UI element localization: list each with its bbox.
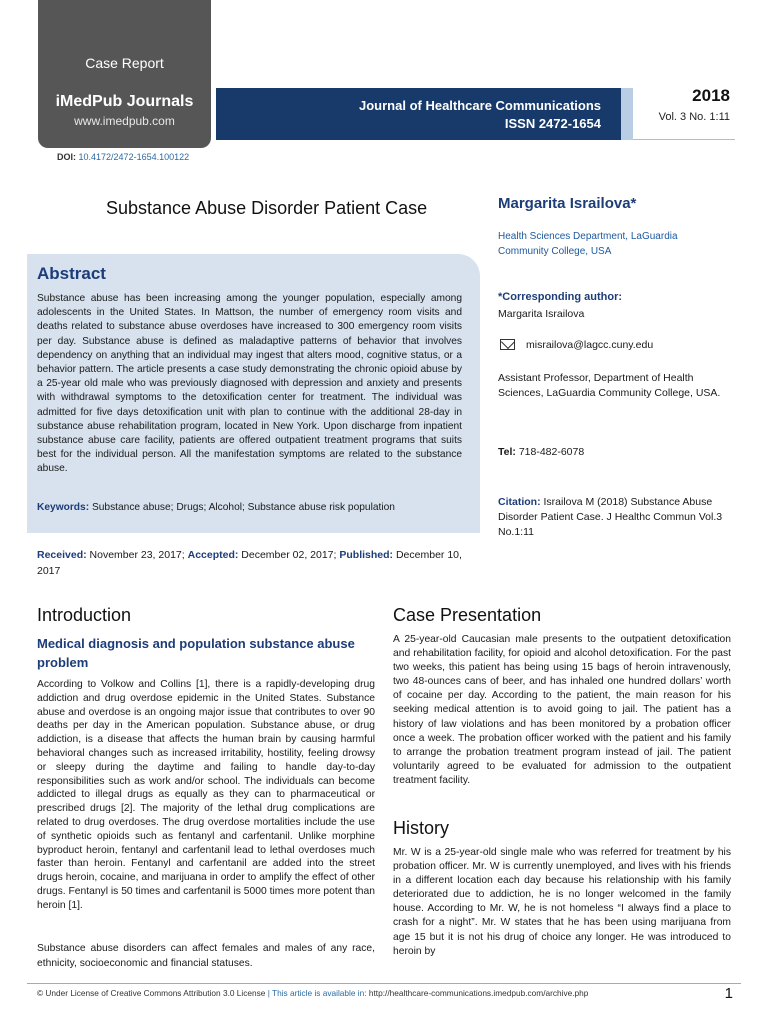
article-dates — [37, 547, 482, 579]
citation — [498, 495, 738, 540]
banner-accent — [621, 88, 633, 140]
doi-label: DOI: — [57, 152, 76, 162]
report-type: Case Report — [85, 55, 164, 71]
received-label: Received: — [37, 549, 87, 561]
license-text: © Under License of Creative Commons Attribution 3.0 License — [37, 988, 266, 998]
doi-line — [57, 152, 189, 162]
abstract-heading: Abstract — [37, 264, 106, 283]
abstract-box — [27, 254, 480, 533]
introduction-subheading: Medical diagnosis and population substance abuse problem — [37, 636, 355, 670]
accepted-date: December 02, 2017; — [241, 549, 337, 561]
history-heading: History — [393, 818, 450, 838]
published-date: December 10, 2017 — [37, 549, 462, 577]
journal-name: Journal of Healthcare Communications — [359, 98, 601, 113]
author-email[interactable]: misrailova@lagcc.cuny.edu — [526, 339, 654, 351]
introduction-paragraph-2: Substance abuse disorders can affect females and males of any race, ethnicity, socioeconomic and financial statuses. — [37, 943, 375, 969]
publication-year: 2018 — [692, 86, 730, 105]
keywords-list: Substance abuse; Drugs; Alcohol; Substance abuse risk population — [91, 502, 395, 513]
page-number: 1 — [724, 985, 733, 1002]
abstract-text: Substance abuse has been increasing among the younger population, especially among adolescents in the United States. In Mattson, the number of emergency room visits and deaths related to substance abuse overdoses have increased to 300 emergency room visits per day. Substance abuse is defined as maladaptive patterns of behavior that involves dependency on anything that an individual may ingest that alters mood, cognitive status, or a behavior pattern. The article presents a case study demonstrating the chronic opioid abuse by a 25-year old male who was previously diagnosed with depression and anxiety and presents with withdrawal symptoms to the detoxification center for treatment. The individual was admitted for five days detoxification unit with plan to continue with the additional 28-day in substance abuse rehabilitation program, located in New York. Upon discharge from inpatient substance abuse care facility, patients are offered outpatient treatment programs that suits best for the individual person. All the manifestation symptoms are related to the substance abuse. — [37, 293, 462, 475]
published-label: Published: — [339, 549, 394, 561]
doi-link[interactable]: 10.4172/2472-1654.100122 — [78, 152, 190, 162]
introduction-heading: Introduction — [37, 605, 132, 625]
publisher-tab — [38, 0, 211, 148]
keywords-label: Keywords: — [37, 502, 90, 513]
citation-text: Israilova M (2018) Substance Abuse Disorder Patient Case. J Healthc Commun Vol.3 No.1:11 — [498, 496, 723, 538]
journal-issn: ISSN 2472-1654 — [504, 116, 601, 131]
introduction-paragraph-1: According to Volkow and Collins [1], there is a rapidly-developing drug addiction and drug overdose epidemic in the United States. Substance abuse and overdose is an ongoing major issue that contributes to over 90 deaths per day in the American population. Substance abuse, or drug addiction, is a disease that affects the human brain by causing harmful behavioral changes such as increased irritability, hostility, feeling drowsy or sleepy during the daytime and failing to handle day-to-day responsibilities such as work and/or school. The individuals can become addicted to illegal drugs as equally as they can to pharmaceutical or prescribed drugs [2]. The majority of the lethal drug complications are related to drug overdoses. The drug overdose mortalities include the use of synthetic opioids such as fentanyl and carfentanil. Unlike morphine byproduct heroin, fentanyl and carfentanil lead to lethal overdoses much faster than heroin. Fentanyl and carfentanil are added into the street drugs heroin, cocaine, and marijuana in order to amplify the effect of other drugs. Fentanyl is 50 times and carfentanil is 5000 times more potent than heroin [1]. — [37, 679, 375, 911]
article-title: Substance Abuse Disorder Patient Case — [106, 198, 428, 218]
corresponding-label: *Corresponding author: — [498, 291, 623, 303]
accepted-label: Accepted: — [187, 549, 239, 561]
journal-banner — [216, 88, 621, 140]
corresponding-name: Margarita Israilova — [498, 308, 585, 320]
case-presentation-paragraph: A 25-year-old Caucasian male presents to the outpatient detoxification and rehabilitation facility, for opioid and alcohol detoxification. For the past two weeks, this patient has being using 15 bags of heroin intravenously, two 48-ounces cans of beer, and has inhaled one hundred dollars’ worth of cocaine per day. According to the patient, the main reason for his seeking medical attention is to avoid going to jail. The patient has a history of law violations and has been monitored by a probation officer once a week. The probation officer worked with the patient and his family to arrange the probation treatment program instead of jail. The patient voluntarily agreed to be evaluated for admission to the outpatient treatment facility. — [393, 634, 731, 786]
publisher-url[interactable]: www.imedpub.com — [74, 114, 175, 128]
publisher-name: iMedPub Journals — [55, 93, 194, 110]
footer-license — [37, 988, 588, 998]
banner-rule — [633, 139, 735, 140]
footer-rule — [27, 983, 741, 984]
author-name: Margarita Israilova* — [498, 195, 637, 212]
history-paragraph: Mr. W is a 25-year-old single male who was referred for treatment by his probation officer. Mr. W is currently unemployed, and lives with his friends in a different location each day because his relationship with his family deteriorated due to addiction, he is no longer welcomed in the family house. According to Mr. W, he is not homeless “I always find a place to crash for a night”. Mr. W states that he has been using marijuana from age 15 but it is not his drug of choice any longer. He was introduced to heroin by — [393, 847, 731, 957]
case-presentation-heading: Case Presentation — [393, 605, 542, 625]
tel-number: 718-482-6078 — [518, 446, 585, 458]
keywords — [37, 502, 467, 513]
author-affiliation: Health Sciences Department, LaGuardia Community College, USA — [498, 231, 678, 257]
available-label: | This article is available in: — [267, 988, 367, 998]
author-position: Assistant Professor, Department of Health Sciences, LaGuardia Community College, USA. — [498, 372, 721, 399]
tel-label: Tel: — [498, 446, 516, 458]
volume-number: Vol. 3 No. 1:11 — [658, 111, 730, 123]
citation-label: Citation: — [498, 496, 541, 508]
mail-icon — [500, 339, 515, 350]
author-telephone — [498, 446, 584, 458]
received-date: November 23, 2017; — [89, 549, 185, 561]
archive-url[interactable]: http://healthcare-communications.imedpub.com/archive.php — [368, 988, 589, 998]
